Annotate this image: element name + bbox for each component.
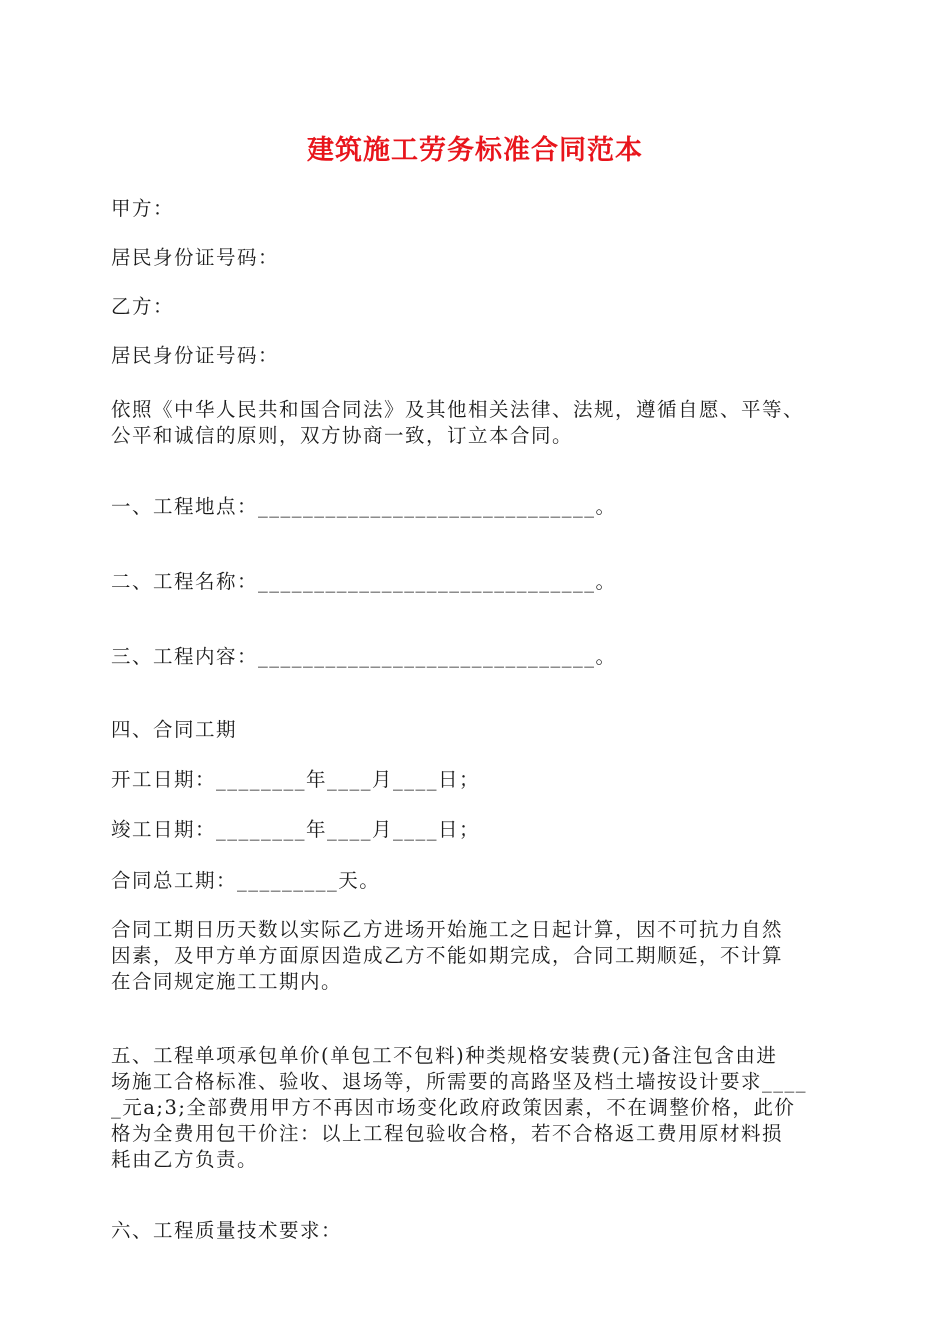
- total-duration-line: 合同总工期：_________天。: [111, 869, 381, 892]
- clause-1-location: 一、工程地点：______________________________。: [111, 495, 617, 518]
- clause-3-content: 三、工程内容：______________________________。: [111, 645, 617, 668]
- intro-line-2: 公平和诚信的原则，双方协商一致，订立本合同。: [111, 424, 574, 447]
- party-b-id-label: 居民身份证号码：: [111, 344, 280, 367]
- end-date-line: 竣工日期：________年____月____日；: [111, 818, 481, 841]
- clause-6-heading: 六、工程质量技术要求：: [111, 1219, 343, 1242]
- start-date-line: 开工日期：________年____月____日；: [111, 768, 481, 791]
- party-a-label: 甲方：: [111, 197, 175, 220]
- party-b-label: 乙方：: [111, 295, 175, 318]
- party-a-id-label: 居民身份证号码：: [111, 246, 280, 269]
- clause-4-heading: 四、合同工期: [111, 718, 238, 741]
- clause-5-line-1: 五、工程单项承包单价(单包工不包料)种类规格安装费(元)备注包含由进: [111, 1044, 778, 1067]
- clause-5-line-3: _元a;3;全部费用甲方不再因市场变化政府政策因素，不在调整价格，此价: [111, 1096, 796, 1119]
- intro-line-1: 依照《中华人民共和国合同法》及其他相关法律、法规，遵循自愿、平等、: [111, 398, 805, 421]
- clause-5-line-2: 场施工合格标准、验收、退场等，所需要的高路坚及档土墙按设计要求____: [111, 1070, 808, 1093]
- clause-5-line-5: 耗由乙方负责。: [111, 1148, 259, 1171]
- period-para-line-1: 合同工期日历天数以实际乙方进场开始施工之日起计算，因不可抗力自然: [111, 918, 784, 941]
- period-para-line-2: 因素，及甲方单方面原因造成乙方不能如期完成，合同工期顺延，不计算: [111, 944, 784, 967]
- period-para-line-3: 在合同规定施工工期内。: [111, 970, 343, 993]
- clause-2-name: 二、工程名称：______________________________。: [111, 570, 617, 593]
- clause-5-line-4: 格为全费用包干价注：以上工程包验收合格，若不合格返工费用原材料损: [111, 1122, 784, 1145]
- document-title: 建筑施工劳务标准合同范本: [307, 135, 643, 166]
